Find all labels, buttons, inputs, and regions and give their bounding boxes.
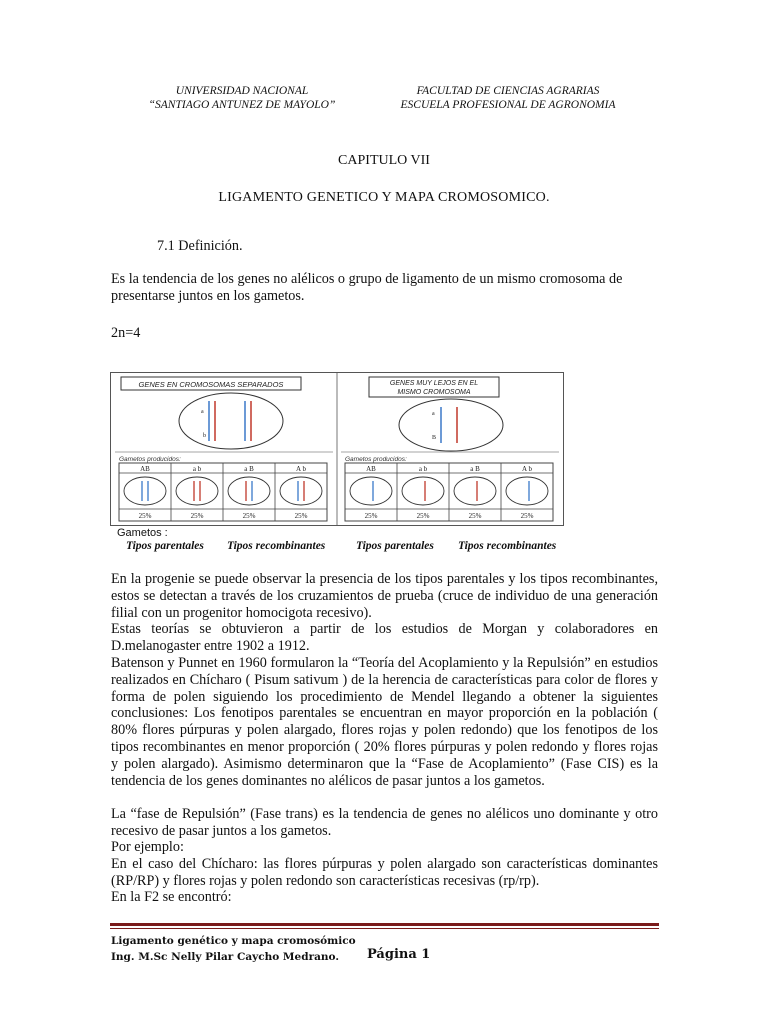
faculty-header (380, 84, 636, 112)
school-name: ESCUELA PROFESIONAL DE AGRONOMIA (400, 99, 616, 111)
right-percent-3: 25% (468, 512, 482, 520)
footer-topic: Ligamento genético y mapa cromosómico (111, 935, 356, 947)
left-gametes-label: Gametos producidos: (119, 456, 181, 463)
left-percent-1: 25% (138, 512, 152, 520)
svg-text:B: B (432, 435, 437, 441)
left-percent-4: 25% (294, 512, 308, 520)
paragraph-example: Por ejemplo: (111, 839, 184, 855)
right-panel-title-1: GENES MUY LEJOS EN EL (389, 380, 479, 387)
left-cell-3-label: a B (244, 465, 254, 473)
gene-linkage-figure (110, 372, 564, 526)
page-number: Página 1 (367, 947, 431, 962)
left-percent-3: 25% (242, 512, 256, 520)
footer-rule-thin (110, 928, 659, 929)
right-cell-3-label: a B (470, 465, 480, 473)
left-cell-2-label: a b (192, 465, 202, 473)
left-cell-4-label: A b (296, 465, 306, 473)
university-header (112, 84, 372, 112)
left-percent-2: 25% (190, 512, 204, 520)
type-label-recombinant-1: Tipos recombinantes (227, 540, 326, 552)
right-cell-2-label: a b (418, 465, 428, 473)
right-percent-4: 25% (520, 512, 534, 520)
page-title: LIGAMENTO GENETICO Y MAPA CROMOSOMICO. (218, 190, 550, 205)
svg-text:a: a (201, 409, 204, 415)
right-cell-4-label: A b (522, 465, 532, 473)
paragraph-repulsion: La “fase de Repulsión” (Fase trans) es la tendencia de genes no alélicos uno dominante y otro recesivo de pasar juntos a los gametos. (111, 806, 658, 839)
footer-author: Ing. M.Sc Nelly Pilar Caycho Medrano. (111, 951, 340, 963)
chapter-heading: CAPITULO VII (338, 153, 430, 168)
type-label-parental-1: Tipos parentales (126, 540, 204, 552)
svg-text:b: b (203, 433, 206, 439)
right-gametes-label: Gametos producidos: (345, 456, 407, 463)
ploidy-text: 2n=4 (111, 325, 141, 341)
faculty-name: FACULTAD DE CIENCIAS AGRARIAS (416, 85, 600, 97)
paragraph-f2: En la F2 se encontró: (111, 889, 232, 905)
footer-rule-thick (110, 923, 659, 926)
paragraph-chicharo: En el caso del Chícharo: las flores púrpuras y polen alargado son características dominantes (RP/RP) y flores rojas y polen redondo son características recesivas (rp/rp). (111, 856, 658, 889)
type-label-parental-2: Tipos parentales (356, 540, 434, 552)
university-name: UNIVERSIDAD NACIONAL (175, 85, 309, 97)
right-cell-1-label: AB (366, 465, 376, 473)
figure-drawing (111, 373, 563, 525)
left-panel-title: GENES EN CROMOSOMAS SEPARADOS (138, 380, 284, 389)
right-percent-1: 25% (364, 512, 378, 520)
paragraph-morgan: Estas teorías se obtuvieron a partir de los estudios de Morgan y colaboradores en D.melanogaster entre 1902 a 1912. (111, 621, 658, 654)
section-heading: 7.1 Definición. (157, 238, 243, 254)
right-panel-title-2: MISMO CROMOSOMA (397, 389, 471, 396)
gametos-label: Gametos : (117, 527, 168, 539)
left-cell-1-label: AB (140, 465, 150, 473)
paragraph-progeny: En la progenie se puede observar la presencia de los tipos parentales y los tipos recombinantes, estos se detectan a través de los cruzamientos de prueba (cruce de individuo de una generación filial con un progenitor homocigota recesivo). (111, 571, 658, 621)
definition-paragraph: Es la tendencia de los genes no alélicos o grupo de ligamento de un mismo cromosoma de presentarse juntos en los gametos. (111, 271, 623, 304)
right-percent-2: 25% (416, 512, 430, 520)
paragraph-bateson: Batenson y Punnet en 1960 formularon la “Teoría del Acoplamiento y la Repulsión” en estudios realizados en Chícharo ( Pisum sativum ) de la herencia de características para color de flores y forma de polen siguiendo los procedimiento de Mendel llegando a obtener la siguientes conclusiones: Los fenotipos parentales se encuentran en mayor proporción en la población ( 80% flores púrpuras y polen alargado, flores rojas y polen redondo) que los fenotipos de los tipos recombinantes en menor proporción ( 20% flores púrpuras y polen redondo y flores rojas y polen alargado). Asimismo determinaron que la “Fase de Acoplamiento” (Fase CIS) es la tendencia de los genes dominantes no alélicos de pasar juntos a los gametos. (111, 655, 658, 789)
type-label-recombinant-2: Tipos recombinantes (458, 540, 557, 552)
university-subname: “SANTIAGO ANTUNEZ DE MAYOLO” (148, 99, 336, 111)
svg-text:a: a (432, 411, 435, 417)
